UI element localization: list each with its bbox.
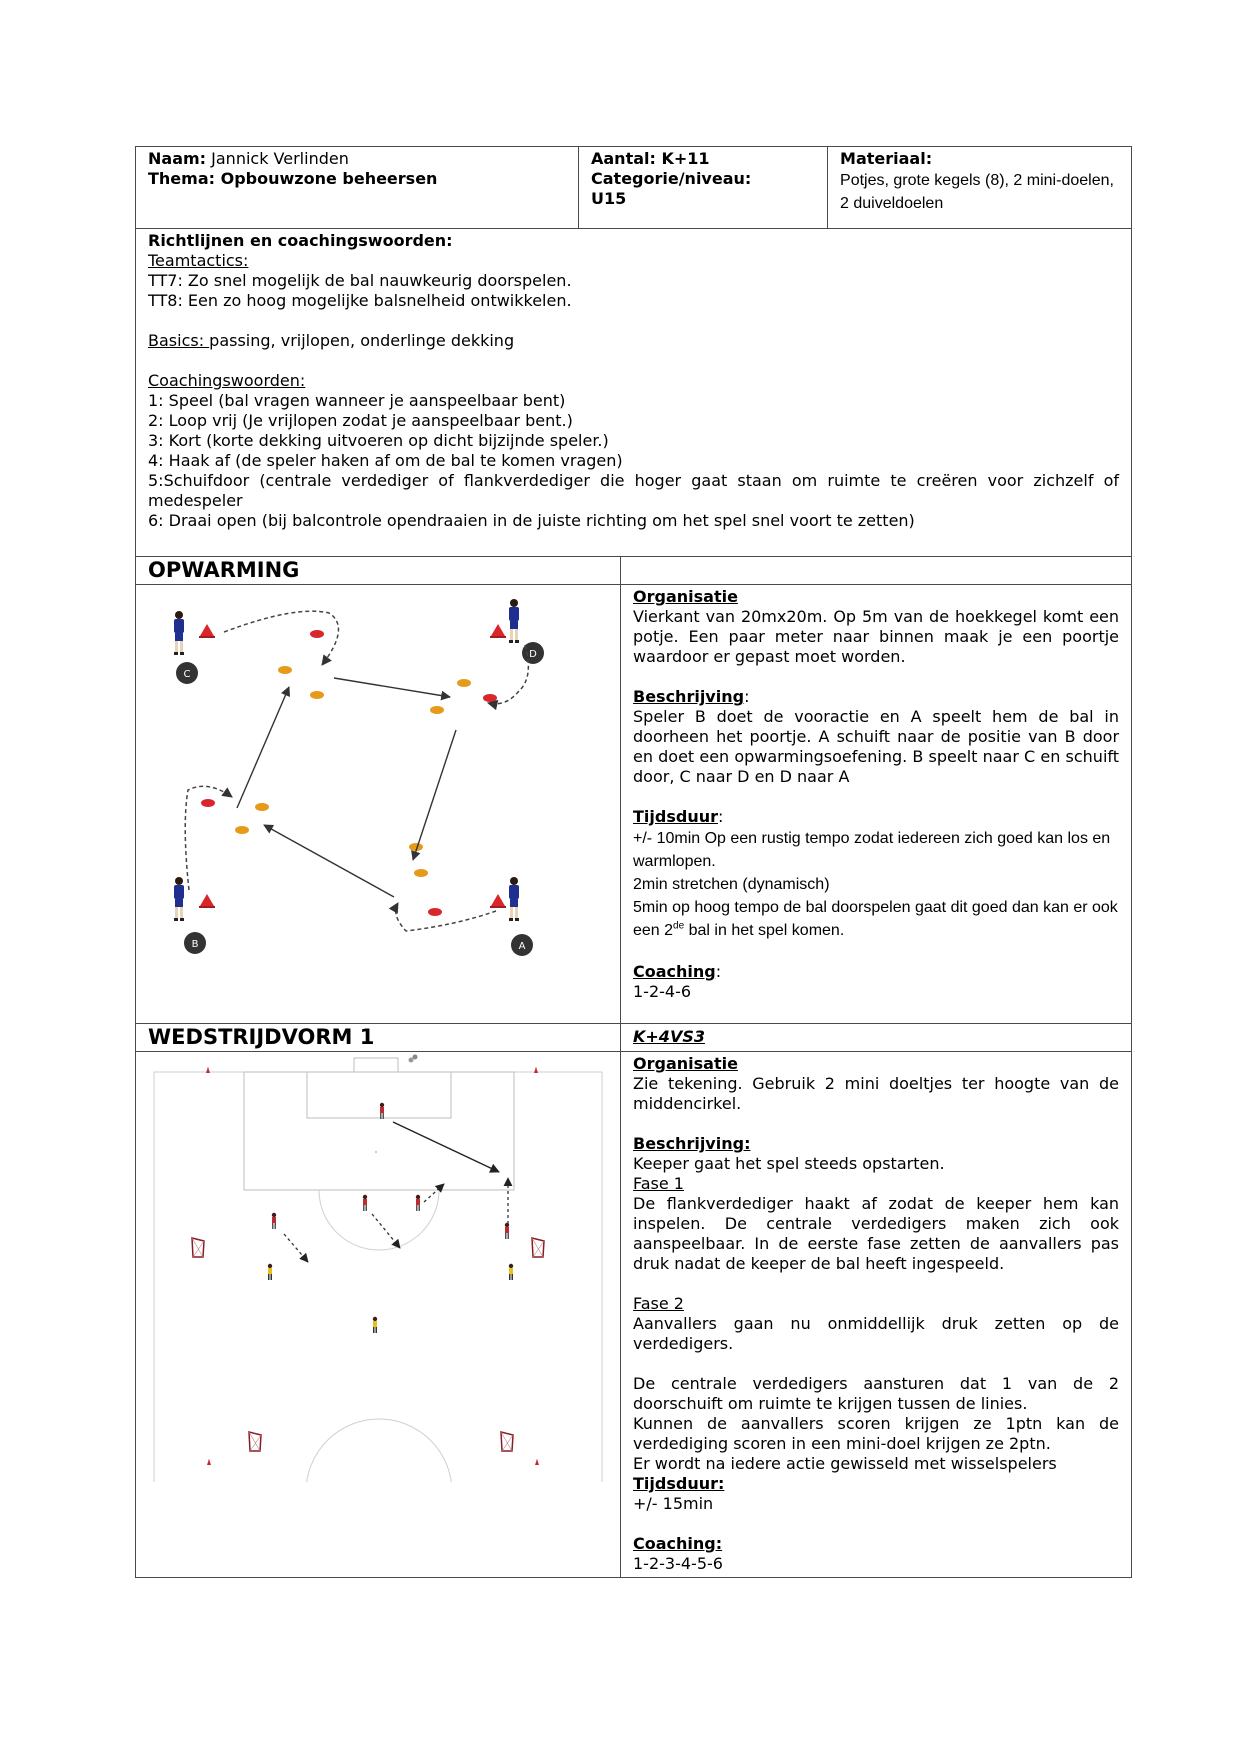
richtlijnen-row bbox=[136, 229, 1132, 557]
tt8: TT8: Een zo hoog mogelijke balsnelheid ontwikkelen. bbox=[148, 291, 572, 310]
defender-icon bbox=[416, 1195, 420, 1211]
player-a-icon bbox=[509, 877, 519, 921]
aantal-cell bbox=[579, 147, 828, 229]
label-b-icon bbox=[184, 932, 206, 954]
materiaal-value: Potjes, grote kegels (8), 2 mini-doelen, 2 duiveldoelen bbox=[840, 172, 1114, 212]
opwarming-tijdsduur-3sup: de bbox=[673, 920, 685, 932]
opwarming-organisatie-label: Organisatie bbox=[633, 587, 738, 606]
wv-fase1-text: De flankverdediger haakt af zodat de keeper hem kan inspelen. De centrale verdedigers maken zich ook aanspeelbaar. In de eerste fase zetten de aanvallers pas druk nadat de keeper de bal heeft ingespeeld. bbox=[633, 1194, 1120, 1273]
wv-coaching-value: 1-2-3-4-5-6 bbox=[633, 1554, 723, 1573]
categorie-value: U15 bbox=[591, 189, 627, 208]
opwarming-organisatie-text: Vierkant van 20mx20m. Op 5m van de hoekkegel komt een potje. Een paar meter naar binnen maak je een poortje waardoor er gepast moet worden. bbox=[633, 607, 1120, 666]
defender-icon bbox=[363, 1195, 367, 1211]
wedstrijdvorm-diagram-cell bbox=[136, 1052, 621, 1578]
label-b: B bbox=[191, 939, 199, 950]
attacker-icon bbox=[268, 1264, 272, 1280]
wv-fase2-text: Aanvallers gaan nu onmiddellijk druk zetten op de verdedigers. bbox=[633, 1314, 1120, 1353]
coaching-item-6: 6: Draai open (bij balcontrole opendraaien in de juiste richting om het spel snel voort te zetten) bbox=[148, 511, 915, 530]
wv-extra-2: Kunnen de aanvallers scoren krijgen ze 1ptn kan de verdediging scoren in een mini-doel krijgen ze 2ptn. bbox=[633, 1414, 1120, 1453]
cone-icon bbox=[490, 894, 506, 908]
richtlijnen-cell bbox=[136, 229, 1132, 557]
label-a: A bbox=[518, 941, 526, 952]
cone-icon bbox=[199, 894, 215, 908]
dish-icon bbox=[201, 799, 215, 807]
keeper-icon bbox=[380, 1103, 384, 1119]
dish-icon bbox=[310, 691, 324, 699]
name-theme-cell bbox=[136, 147, 579, 229]
teamtactics-label: Teamtactics: bbox=[148, 251, 249, 270]
flag-icon bbox=[206, 1067, 210, 1073]
opwarming-tijdsduur-1: +/- 10min Op een rustig tempo zodat iedereen zich goed kan los en warmlopen. bbox=[633, 830, 1111, 870]
opwarming-beschrijving-label: Beschrijving bbox=[633, 687, 745, 706]
dish-icon bbox=[235, 826, 249, 834]
wedstrijdvorm-diagram bbox=[136, 1052, 620, 1482]
opwarming-diagram-cell bbox=[136, 585, 621, 1024]
session-sheet bbox=[135, 146, 1132, 1578]
wedstrijdvorm-title-cell bbox=[136, 1024, 621, 1052]
wedstrijdvorm-title-row bbox=[136, 1024, 1132, 1052]
dish-icon bbox=[278, 666, 292, 674]
coaching-item-4: 4: Haak af (de speler haken af om de bal te komen vragen) bbox=[148, 451, 623, 470]
cone-icon bbox=[199, 624, 215, 638]
attacker-icon bbox=[373, 1317, 377, 1333]
wedstrijdvorm-title: WEDSTRIJDVORM 1 bbox=[148, 1025, 375, 1049]
dish-icon bbox=[430, 706, 444, 714]
wv-coaching-label: Coaching: bbox=[633, 1534, 723, 1553]
player-c-icon bbox=[174, 611, 184, 655]
coaching-item-3: 3: Kort (korte dekking uitvoeren op dicht bijzijnde speler.) bbox=[148, 431, 609, 450]
dish-icon bbox=[428, 908, 442, 916]
opwarming-tijdsduur-3a: 5min op hoog tempo de bal doorspelen gaat dit goed dan kan er ook een 2 bbox=[633, 899, 1118, 939]
wv-beschrijving-text: Keeper gaat het spel steeds opstarten. bbox=[633, 1154, 945, 1173]
mini-goal-icon bbox=[532, 1238, 544, 1257]
basics-label: Basics: bbox=[148, 331, 210, 350]
wv-extra-1: De centrale verdedigers aansturen dat 1 van de 2 doorschuift om ruimte te krijgen tussen de linies. bbox=[633, 1374, 1120, 1413]
opwarming-title-row bbox=[136, 557, 1132, 585]
coaching-label: Coachingswoorden: bbox=[148, 371, 306, 390]
label-c: C bbox=[183, 669, 191, 680]
player-d-icon bbox=[509, 599, 519, 643]
wv-tijdsduur-label: Tijdsduur: bbox=[633, 1474, 725, 1493]
defender-icon bbox=[505, 1223, 509, 1239]
naam-value: Jannick Verlinden bbox=[211, 149, 349, 168]
mini-goal-icon bbox=[501, 1432, 513, 1451]
header-row bbox=[136, 147, 1132, 229]
wedstrijdvorm-row bbox=[136, 1052, 1132, 1578]
label-a-icon bbox=[511, 934, 533, 956]
materiaal-cell bbox=[828, 147, 1132, 229]
opwarming-title-empty bbox=[621, 557, 1132, 585]
wedstrijdvorm-subtitle-cell bbox=[621, 1024, 1132, 1052]
opwarming-diagram bbox=[136, 585, 620, 1023]
opwarming-coaching-label: Coaching bbox=[633, 962, 716, 981]
opwarming-title-cell bbox=[136, 557, 621, 585]
wv-extra-3: Er wordt na iedere actie gewisseld met wisselspelers bbox=[633, 1454, 1057, 1473]
opwarming-coaching-value: 1-2-4-6 bbox=[633, 982, 692, 1001]
dish-icon bbox=[310, 630, 324, 638]
thema: Thema: Opbouwzone beheersen bbox=[148, 169, 438, 188]
opwarming-tijdsduur-3b: bal in het spel komen. bbox=[684, 922, 845, 939]
attacker-icon bbox=[509, 1264, 513, 1280]
opwarming-title: OPWARMING bbox=[148, 558, 300, 582]
opwarming-beschrijving-text: Speler B doet de vooractie en A speelt hem de bal in doorheen het poortje. A schuift naar de positie van B door en doet een opwarmingsoefening. B speelt naar C en schuift door, C naar D en D naar A bbox=[633, 707, 1120, 786]
wedstrijdvorm-subtitle: K+4VS3 bbox=[633, 1027, 705, 1046]
basics-value: passing, vrijlopen, onderlinge dekking bbox=[209, 331, 515, 350]
coaching-item-5: 5:Schuifdoor (centrale verdediger of flankverdediger die hoger gaat staan om ruimte te creëren voor zichzelf of medespeler bbox=[148, 471, 1120, 510]
naam-label: Naam: bbox=[148, 149, 207, 168]
wedstrijdvorm-text-cell bbox=[621, 1052, 1132, 1578]
label-c-icon bbox=[176, 662, 198, 684]
coaching-item-2: 2: Loop vrij (Je vrijlopen zodat je aanspeelbaar bent.) bbox=[148, 411, 573, 430]
cone-icon bbox=[490, 624, 506, 638]
opwarming-row bbox=[136, 585, 1132, 1024]
opwarming-tijdsduur-label: Tijdsduur bbox=[633, 807, 718, 826]
materiaal-label: Materiaal: bbox=[840, 149, 933, 168]
richtlijnen-title: Richtlijnen en coachingswoorden: bbox=[148, 231, 453, 250]
mini-goal-icon bbox=[192, 1238, 204, 1257]
player-b-icon bbox=[174, 877, 184, 921]
flag-icon bbox=[535, 1459, 539, 1465]
tt7: TT7: Zo snel mogelijk de bal nauwkeurig doorspelen. bbox=[148, 271, 572, 290]
defender-icon bbox=[272, 1213, 276, 1229]
label-d: D bbox=[529, 649, 537, 660]
dish-icon bbox=[483, 694, 497, 702]
flag-icon bbox=[534, 1067, 538, 1073]
flag-icon bbox=[207, 1459, 211, 1465]
wv-organisatie-text: Zie tekening. Gebruik 2 mini doeltjes ter hoogte van de middencirkel. bbox=[633, 1074, 1120, 1113]
opwarming-tijdsduur-2: 2min stretchen (dynamisch) bbox=[633, 876, 830, 893]
wv-beschrijving-label: Beschrijving: bbox=[633, 1134, 751, 1153]
wv-organisatie-label: Organisatie bbox=[633, 1054, 738, 1073]
wv-tijdsduur-value: +/- 15min bbox=[633, 1494, 714, 1513]
dish-icon bbox=[414, 869, 428, 877]
dish-icon bbox=[255, 803, 269, 811]
wv-fase2-label: Fase 2 bbox=[633, 1294, 684, 1313]
aantal: Aantal: K+11 bbox=[591, 149, 710, 168]
dish-icon bbox=[457, 679, 471, 687]
coaching-item-1: 1: Speel (bal vragen wanneer je aanspeelbaar bent) bbox=[148, 391, 566, 410]
mini-goal-icon bbox=[249, 1432, 261, 1451]
opwarming-text-cell: Organisatie Vierkant van 20mx20m. Op 5m van de hoekkegel komt een potje. Een paar meter naar binnen maak je een poortje waardoor er gepast moet worden. Beschrijving: Speler B doet de vooractie en A speelt hem de bal in doorheen het poortje. A schuift naar de positie van B door en doet een opwarmingsoefening. B speelt naar C en schuift door, C naar D en D naar A Tijdsduur: +/- 10min Op een rustig tempo zodat iedereen zich goed kan los en warmlopen. 2min stretchen (dynamisch) 5min op hoog tempo de bal doorspelen gaat dit goed dan kan er ook een 2de bal in het spel komen. Coaching: 1-2-4-6 bbox=[621, 585, 1132, 1024]
wv-fase1-label: Fase 1 bbox=[633, 1174, 684, 1193]
categorie-label: Categorie/niveau: bbox=[591, 169, 752, 188]
